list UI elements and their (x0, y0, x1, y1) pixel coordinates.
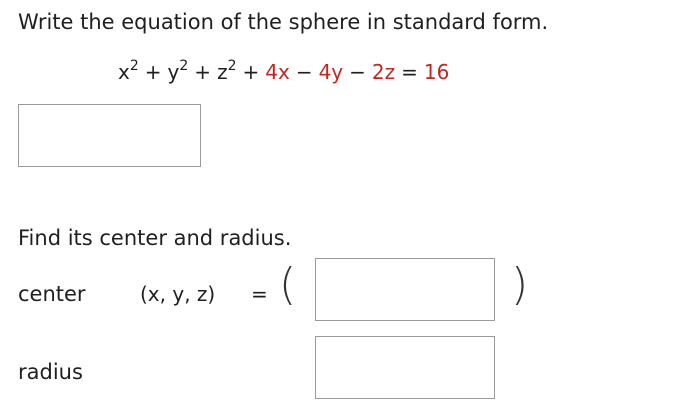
y-squared-term: $y^2$ (167, 58, 189, 84)
question-prompt: Write the equation of the sphere in standard form. (18, 10, 549, 34)
center-radius-prompt: Find its center and radius. (18, 226, 292, 250)
linear-x-term: 4x (265, 60, 290, 84)
linear-y-term: 4y (318, 60, 344, 84)
sphere-equation: $x^2 + y^2 + z^2 + 4x - 4y - 2z = 16$ (118, 58, 450, 84)
center-equals-sign: = (251, 282, 268, 306)
right-parenthesis: ) (511, 259, 529, 310)
center-answer-input[interactable] (315, 258, 495, 321)
radius-label: radius (18, 360, 83, 384)
standard-form-answer-input[interactable] (18, 104, 201, 167)
x-squared-term: $x^2$ (118, 58, 139, 84)
z-squared-term: $z^2$ (217, 58, 237, 84)
radius-answer-input[interactable] (315, 336, 495, 399)
left-parenthesis: ( (279, 259, 297, 310)
constant-term: 16 (423, 60, 450, 84)
linear-z-term: 2z (371, 60, 396, 84)
center-coordinates-label: (x, y, z) (140, 282, 216, 306)
center-label: center (18, 282, 86, 306)
